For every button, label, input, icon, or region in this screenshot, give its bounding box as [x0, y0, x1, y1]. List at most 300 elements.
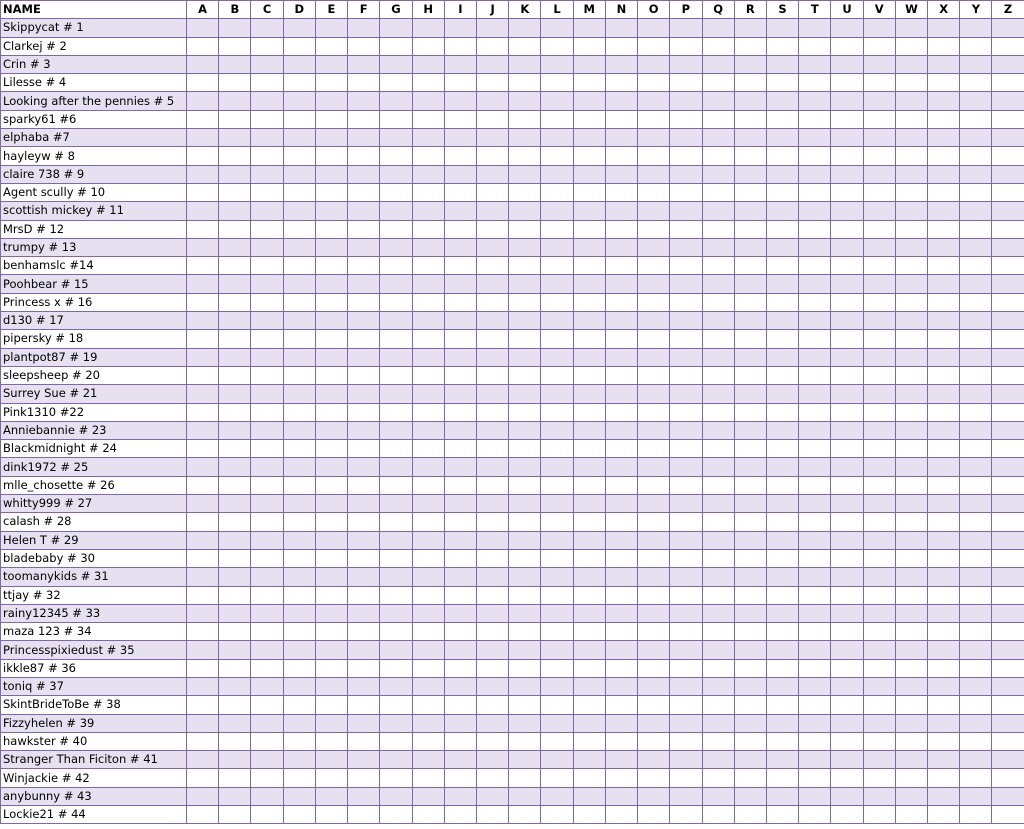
- letter-cell[interactable]: [251, 293, 283, 311]
- name-cell[interactable]: Princess x # 16: [1, 293, 187, 311]
- letter-cell[interactable]: [315, 348, 347, 366]
- letter-cell[interactable]: [734, 806, 766, 824]
- letter-cell[interactable]: [476, 604, 508, 622]
- letter-cell[interactable]: [283, 568, 315, 586]
- letter-cell[interactable]: [219, 659, 251, 677]
- letter-cell[interactable]: [187, 531, 219, 549]
- letter-cell[interactable]: [895, 769, 927, 787]
- letter-cell[interactable]: [960, 513, 992, 531]
- letter-cell[interactable]: [702, 165, 734, 183]
- letter-cell[interactable]: [702, 220, 734, 238]
- letter-cell[interactable]: [638, 238, 670, 256]
- letter-cell[interactable]: [380, 238, 412, 256]
- letter-cell[interactable]: [412, 110, 444, 128]
- letter-cell[interactable]: [219, 19, 251, 37]
- letter-cell[interactable]: [412, 74, 444, 92]
- letter-cell[interactable]: [831, 476, 863, 494]
- letter-cell[interactable]: [831, 787, 863, 805]
- letter-cell[interactable]: [187, 202, 219, 220]
- letter-cell[interactable]: [380, 549, 412, 567]
- letter-cell[interactable]: [541, 568, 573, 586]
- letter-cell[interactable]: [670, 677, 702, 695]
- letter-cell[interactable]: [251, 110, 283, 128]
- letter-cell[interactable]: [702, 440, 734, 458]
- letter-cell[interactable]: [541, 751, 573, 769]
- letter-cell[interactable]: [702, 312, 734, 330]
- name-cell[interactable]: d130 # 17: [1, 312, 187, 330]
- letter-cell[interactable]: [187, 55, 219, 73]
- letter-cell[interactable]: [541, 238, 573, 256]
- letter-cell[interactable]: [251, 531, 283, 549]
- letter-cell[interactable]: [863, 531, 895, 549]
- letter-cell[interactable]: [187, 659, 219, 677]
- letter-cell[interactable]: [670, 238, 702, 256]
- name-cell[interactable]: Lilesse # 4: [1, 74, 187, 92]
- letter-cell[interactable]: [315, 366, 347, 384]
- letter-cell[interactable]: [960, 202, 992, 220]
- letter-cell[interactable]: [992, 275, 1024, 293]
- letter-cell[interactable]: [315, 183, 347, 201]
- letter-cell[interactable]: [187, 549, 219, 567]
- letter-cell[interactable]: [476, 531, 508, 549]
- letter-cell[interactable]: [992, 165, 1024, 183]
- letter-cell[interactable]: [283, 348, 315, 366]
- letter-cell[interactable]: [380, 495, 412, 513]
- letter-cell[interactable]: [928, 714, 960, 732]
- letter-cell[interactable]: [348, 476, 380, 494]
- letter-cell[interactable]: [863, 366, 895, 384]
- letter-cell[interactable]: [412, 641, 444, 659]
- letter-cell[interactable]: [509, 366, 541, 384]
- letter-cell[interactable]: [928, 147, 960, 165]
- letter-cell[interactable]: [670, 440, 702, 458]
- letter-cell[interactable]: [960, 19, 992, 37]
- letter-cell[interactable]: [605, 421, 637, 439]
- letter-cell[interactable]: [444, 568, 476, 586]
- letter-cell[interactable]: [348, 586, 380, 604]
- letter-cell[interactable]: [219, 513, 251, 531]
- letter-cell[interactable]: [670, 366, 702, 384]
- letter-cell[interactable]: [831, 312, 863, 330]
- letter-cell[interactable]: [283, 257, 315, 275]
- letter-cell[interactable]: [348, 220, 380, 238]
- letter-cell[interactable]: [348, 549, 380, 567]
- letter-cell[interactable]: [476, 769, 508, 787]
- letter-cell[interactable]: [895, 495, 927, 513]
- letter-cell[interactable]: [541, 348, 573, 366]
- letter-cell[interactable]: [219, 476, 251, 494]
- letter-cell[interactable]: [863, 202, 895, 220]
- letter-cell[interactable]: [895, 458, 927, 476]
- letter-cell[interactable]: [541, 129, 573, 147]
- letter-cell[interactable]: [799, 330, 831, 348]
- letter-cell[interactable]: [863, 751, 895, 769]
- letter-cell[interactable]: [831, 495, 863, 513]
- letter-cell[interactable]: [251, 275, 283, 293]
- letter-cell[interactable]: [573, 696, 605, 714]
- letter-cell[interactable]: [283, 165, 315, 183]
- letter-cell[interactable]: [476, 202, 508, 220]
- letter-cell[interactable]: [605, 476, 637, 494]
- letter-cell[interactable]: [799, 568, 831, 586]
- letter-cell[interactable]: [638, 110, 670, 128]
- letter-cell[interactable]: [219, 238, 251, 256]
- letter-cell[interactable]: [960, 366, 992, 384]
- letter-cell[interactable]: [928, 751, 960, 769]
- letter-cell[interactable]: [380, 110, 412, 128]
- letter-cell[interactable]: [541, 37, 573, 55]
- letter-cell[interactable]: [638, 421, 670, 439]
- letter-cell[interactable]: [702, 183, 734, 201]
- letter-cell[interactable]: [863, 714, 895, 732]
- letter-cell[interactable]: [605, 549, 637, 567]
- letter-cell[interactable]: [315, 202, 347, 220]
- letter-cell[interactable]: [412, 787, 444, 805]
- letter-cell[interactable]: [702, 732, 734, 750]
- letter-cell[interactable]: [799, 604, 831, 622]
- letter-cell[interactable]: [541, 183, 573, 201]
- letter-cell[interactable]: [702, 806, 734, 824]
- letter-cell[interactable]: [638, 348, 670, 366]
- letter-cell[interactable]: [315, 421, 347, 439]
- letter-cell[interactable]: [251, 623, 283, 641]
- letter-cell[interactable]: [251, 238, 283, 256]
- letter-cell[interactable]: [541, 769, 573, 787]
- letter-cell[interactable]: [509, 659, 541, 677]
- letter-cell[interactable]: [283, 403, 315, 421]
- letter-cell[interactable]: [315, 37, 347, 55]
- letter-cell[interactable]: [799, 549, 831, 567]
- letter-cell[interactable]: [799, 806, 831, 824]
- letter-cell[interactable]: [219, 312, 251, 330]
- letter-cell[interactable]: [799, 55, 831, 73]
- letter-cell[interactable]: [476, 787, 508, 805]
- name-cell[interactable]: Poohbear # 15: [1, 275, 187, 293]
- letter-cell[interactable]: [444, 110, 476, 128]
- letter-cell[interactable]: [702, 677, 734, 695]
- letter-cell[interactable]: [895, 330, 927, 348]
- letter-cell[interactable]: [799, 458, 831, 476]
- letter-cell[interactable]: [928, 257, 960, 275]
- letter-cell[interactable]: [283, 330, 315, 348]
- letter-cell[interactable]: [219, 74, 251, 92]
- letter-cell[interactable]: [960, 604, 992, 622]
- letter-cell[interactable]: [766, 604, 798, 622]
- letter-cell[interactable]: [799, 696, 831, 714]
- letter-cell[interactable]: [444, 147, 476, 165]
- letter-cell[interactable]: [315, 623, 347, 641]
- letter-cell[interactable]: [187, 37, 219, 55]
- letter-cell[interactable]: [863, 220, 895, 238]
- letter-cell[interactable]: [444, 787, 476, 805]
- letter-cell[interactable]: [412, 92, 444, 110]
- name-cell[interactable]: Surrey Sue # 21: [1, 385, 187, 403]
- letter-cell[interactable]: [831, 37, 863, 55]
- letter-cell[interactable]: [541, 513, 573, 531]
- letter-cell[interactable]: [283, 549, 315, 567]
- letter-cell[interactable]: [960, 586, 992, 604]
- letter-cell[interactable]: [283, 732, 315, 750]
- letter-cell[interactable]: [348, 732, 380, 750]
- letter-cell[interactable]: [895, 714, 927, 732]
- letter-cell[interactable]: [895, 549, 927, 567]
- letter-cell[interactable]: [283, 37, 315, 55]
- letter-cell[interactable]: [380, 202, 412, 220]
- letter-cell[interactable]: [219, 732, 251, 750]
- letter-cell[interactable]: [992, 421, 1024, 439]
- letter-cell[interactable]: [251, 55, 283, 73]
- letter-cell[interactable]: [734, 403, 766, 421]
- letter-cell[interactable]: [960, 769, 992, 787]
- letter-cell[interactable]: [766, 495, 798, 513]
- letter-cell[interactable]: [444, 202, 476, 220]
- letter-cell[interactable]: [476, 549, 508, 567]
- letter-cell[interactable]: [219, 165, 251, 183]
- letter-cell[interactable]: [895, 257, 927, 275]
- letter-cell[interactable]: [670, 476, 702, 494]
- letter-cell[interactable]: [509, 92, 541, 110]
- letter-cell[interactable]: [283, 220, 315, 238]
- letter-cell[interactable]: [412, 238, 444, 256]
- letter-cell[interactable]: [573, 421, 605, 439]
- letter-cell[interactable]: [992, 238, 1024, 256]
- letter-cell[interactable]: [476, 714, 508, 732]
- letter-cell[interactable]: [638, 495, 670, 513]
- letter-cell[interactable]: [766, 330, 798, 348]
- letter-cell[interactable]: [992, 604, 1024, 622]
- letter-cell[interactable]: [541, 147, 573, 165]
- letter-cell[interactable]: [251, 586, 283, 604]
- letter-cell[interactable]: [380, 696, 412, 714]
- letter-cell[interactable]: [476, 293, 508, 311]
- letter-cell[interactable]: [444, 403, 476, 421]
- letter-cell[interactable]: [573, 769, 605, 787]
- letter-cell[interactable]: [283, 586, 315, 604]
- letter-cell[interactable]: [573, 806, 605, 824]
- letter-cell[interactable]: [283, 293, 315, 311]
- name-cell[interactable]: trumpy # 13: [1, 238, 187, 256]
- letter-cell[interactable]: [702, 403, 734, 421]
- letter-cell[interactable]: [348, 787, 380, 805]
- letter-cell[interactable]: [734, 568, 766, 586]
- letter-cell[interactable]: [670, 147, 702, 165]
- letter-cell[interactable]: [283, 385, 315, 403]
- letter-cell[interactable]: [315, 806, 347, 824]
- name-cell[interactable]: benhamslc #14: [1, 257, 187, 275]
- letter-cell[interactable]: [605, 110, 637, 128]
- letter-cell[interactable]: [541, 403, 573, 421]
- letter-cell[interactable]: [509, 403, 541, 421]
- letter-cell[interactable]: [573, 165, 605, 183]
- letter-cell[interactable]: [960, 623, 992, 641]
- letter-cell[interactable]: [766, 312, 798, 330]
- letter-cell[interactable]: [219, 714, 251, 732]
- letter-cell[interactable]: [315, 714, 347, 732]
- letter-cell[interactable]: [928, 110, 960, 128]
- letter-cell[interactable]: [380, 677, 412, 695]
- letter-cell[interactable]: [831, 366, 863, 384]
- letter-cell[interactable]: [476, 129, 508, 147]
- letter-cell[interactable]: [734, 440, 766, 458]
- letter-cell[interactable]: [219, 677, 251, 695]
- letter-cell[interactable]: [380, 37, 412, 55]
- letter-cell[interactable]: [573, 92, 605, 110]
- letter-cell[interactable]: [960, 714, 992, 732]
- letter-cell[interactable]: [831, 110, 863, 128]
- letter-cell[interactable]: [702, 751, 734, 769]
- letter-cell[interactable]: [638, 476, 670, 494]
- letter-cell[interactable]: [509, 440, 541, 458]
- letter-cell[interactable]: [670, 312, 702, 330]
- letter-cell[interactable]: [960, 549, 992, 567]
- letter-cell[interactable]: [187, 74, 219, 92]
- letter-cell[interactable]: [509, 458, 541, 476]
- letter-cell[interactable]: [348, 19, 380, 37]
- letter-cell[interactable]: [734, 604, 766, 622]
- letter-cell[interactable]: [638, 751, 670, 769]
- letter-cell[interactable]: [799, 677, 831, 695]
- letter-cell[interactable]: [251, 165, 283, 183]
- letter-cell[interactable]: [444, 275, 476, 293]
- letter-cell[interactable]: [766, 165, 798, 183]
- letter-cell[interactable]: [315, 385, 347, 403]
- letter-cell[interactable]: [187, 19, 219, 37]
- letter-cell[interactable]: [766, 257, 798, 275]
- letter-cell[interactable]: [992, 183, 1024, 201]
- letter-cell[interactable]: [831, 183, 863, 201]
- letter-cell[interactable]: [670, 37, 702, 55]
- name-cell[interactable]: Lockie21 # 44: [1, 806, 187, 824]
- letter-cell[interactable]: [895, 806, 927, 824]
- letter-cell[interactable]: [928, 732, 960, 750]
- letter-cell[interactable]: [412, 623, 444, 641]
- letter-cell[interactable]: [928, 19, 960, 37]
- letter-cell[interactable]: [315, 220, 347, 238]
- letter-cell[interactable]: [992, 677, 1024, 695]
- letter-cell[interactable]: [702, 110, 734, 128]
- letter-cell[interactable]: [444, 549, 476, 567]
- letter-cell[interactable]: [573, 110, 605, 128]
- letter-cell[interactable]: [251, 714, 283, 732]
- letter-cell[interactable]: [863, 147, 895, 165]
- letter-cell[interactable]: [315, 74, 347, 92]
- letter-cell[interactable]: [541, 330, 573, 348]
- letter-cell[interactable]: [766, 586, 798, 604]
- letter-cell[interactable]: [348, 348, 380, 366]
- letter-cell[interactable]: [734, 513, 766, 531]
- letter-cell[interactable]: [799, 769, 831, 787]
- letter-cell[interactable]: [928, 549, 960, 567]
- letter-cell[interactable]: [638, 806, 670, 824]
- letter-cell[interactable]: [541, 19, 573, 37]
- letter-cell[interactable]: [605, 220, 637, 238]
- name-cell[interactable]: Fizzyhelen # 39: [1, 714, 187, 732]
- letter-cell[interactable]: [476, 147, 508, 165]
- letter-cell[interactable]: [444, 385, 476, 403]
- letter-cell[interactable]: [251, 366, 283, 384]
- letter-cell[interactable]: [509, 769, 541, 787]
- letter-cell[interactable]: [444, 74, 476, 92]
- letter-cell[interactable]: [573, 257, 605, 275]
- letter-cell[interactable]: [960, 293, 992, 311]
- name-cell[interactable]: Crin # 3: [1, 55, 187, 73]
- letter-cell[interactable]: [766, 696, 798, 714]
- letter-cell[interactable]: [412, 312, 444, 330]
- letter-cell[interactable]: [670, 385, 702, 403]
- letter-cell[interactable]: [219, 769, 251, 787]
- letter-cell[interactable]: [476, 220, 508, 238]
- letter-cell[interactable]: [895, 55, 927, 73]
- name-cell[interactable]: Skippycat # 1: [1, 19, 187, 37]
- letter-cell[interactable]: [187, 732, 219, 750]
- letter-cell[interactable]: [734, 312, 766, 330]
- letter-cell[interactable]: [315, 110, 347, 128]
- name-cell[interactable]: elphaba #7: [1, 129, 187, 147]
- letter-cell[interactable]: [638, 183, 670, 201]
- letter-cell[interactable]: [573, 458, 605, 476]
- letter-cell[interactable]: [412, 732, 444, 750]
- letter-cell[interactable]: [928, 513, 960, 531]
- letter-cell[interactable]: [444, 659, 476, 677]
- letter-cell[interactable]: [187, 458, 219, 476]
- letter-cell[interactable]: [670, 330, 702, 348]
- letter-cell[interactable]: [734, 19, 766, 37]
- letter-cell[interactable]: [380, 513, 412, 531]
- letter-cell[interactable]: [895, 165, 927, 183]
- letter-cell[interactable]: [251, 568, 283, 586]
- letter-cell[interactable]: [960, 147, 992, 165]
- letter-cell[interactable]: [638, 586, 670, 604]
- letter-cell[interactable]: [670, 348, 702, 366]
- letter-cell[interactable]: [283, 806, 315, 824]
- letter-cell[interactable]: [573, 549, 605, 567]
- letter-cell[interactable]: [605, 696, 637, 714]
- letter-cell[interactable]: [928, 275, 960, 293]
- letter-cell[interactable]: [412, 458, 444, 476]
- letter-cell[interactable]: [541, 531, 573, 549]
- letter-cell[interactable]: [992, 458, 1024, 476]
- letter-cell[interactable]: [251, 202, 283, 220]
- letter-cell[interactable]: [734, 147, 766, 165]
- letter-cell[interactable]: [412, 293, 444, 311]
- letter-cell[interactable]: [895, 787, 927, 805]
- letter-cell[interactable]: [702, 129, 734, 147]
- letter-cell[interactable]: [283, 495, 315, 513]
- name-cell[interactable]: Pink1310 #22: [1, 403, 187, 421]
- letter-cell[interactable]: [605, 74, 637, 92]
- letter-cell[interactable]: [509, 129, 541, 147]
- letter-cell[interactable]: [509, 330, 541, 348]
- letter-cell[interactable]: [348, 806, 380, 824]
- letter-cell[interactable]: [380, 604, 412, 622]
- letter-cell[interactable]: [412, 183, 444, 201]
- letter-cell[interactable]: [187, 787, 219, 805]
- letter-cell[interactable]: [315, 568, 347, 586]
- letter-cell[interactable]: [476, 623, 508, 641]
- letter-cell[interactable]: [219, 385, 251, 403]
- letter-cell[interactable]: [380, 348, 412, 366]
- letter-cell[interactable]: [219, 147, 251, 165]
- letter-cell[interactable]: [541, 641, 573, 659]
- letter-cell[interactable]: [541, 421, 573, 439]
- letter-cell[interactable]: [219, 129, 251, 147]
- letter-cell[interactable]: [863, 19, 895, 37]
- letter-cell[interactable]: [509, 220, 541, 238]
- letter-cell[interactable]: [605, 238, 637, 256]
- letter-cell[interactable]: [992, 403, 1024, 421]
- letter-cell[interactable]: [895, 641, 927, 659]
- letter-cell[interactable]: [251, 147, 283, 165]
